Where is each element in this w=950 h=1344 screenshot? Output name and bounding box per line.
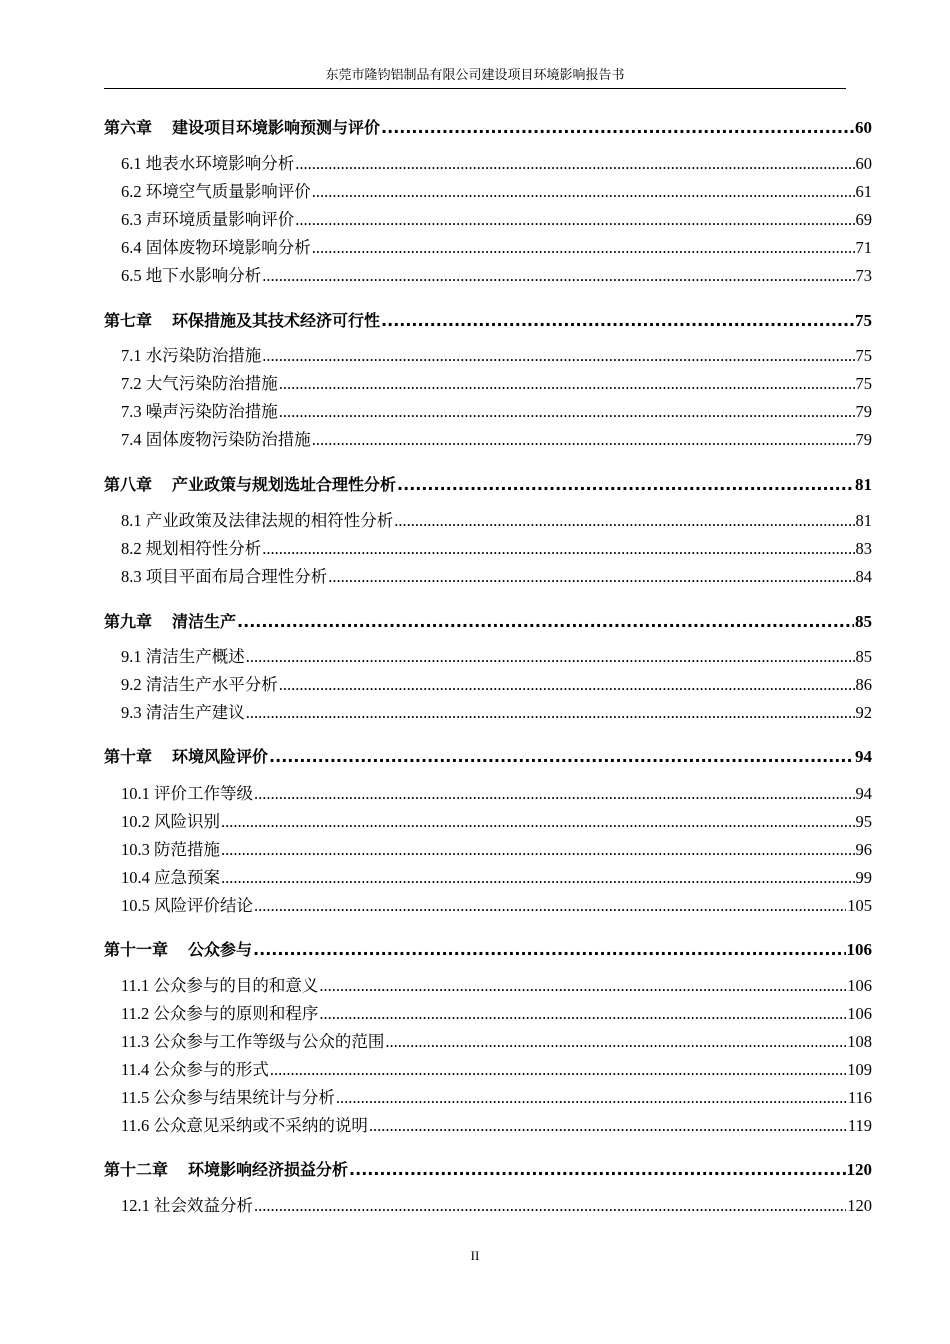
toc-chapter-entry[interactable]	[104, 473, 872, 497]
toc-page-number: 106	[847, 976, 872, 995]
toc-section-entry[interactable]	[104, 1114, 872, 1138]
toc-leader-dots	[295, 208, 854, 232]
toc-section-title: 8.1 产业政策及法律法规的相符性分析	[121, 511, 394, 530]
toc-leader-dots	[381, 116, 854, 140]
toc-section-entry[interactable]	[104, 400, 872, 424]
toc-section-entry[interactable]	[104, 974, 872, 998]
toc-section-entry[interactable]	[104, 537, 872, 561]
toc-section-title: 10.1 评价工作等级	[121, 784, 253, 803]
toc-leader-dots	[237, 610, 854, 634]
toc-page-number: 108	[847, 1032, 872, 1051]
toc-section-title: 9.1 清洁生产概述	[121, 647, 245, 666]
toc-chapter-entry[interactable]	[104, 745, 872, 769]
toc-section-title: 9.2 清洁生产水平分析	[121, 675, 278, 694]
toc-section-entry[interactable]	[104, 701, 872, 725]
toc-section-entry[interactable]	[104, 152, 872, 176]
toc-page-number: 85	[855, 612, 872, 631]
toc-page-number: 120	[847, 1196, 872, 1215]
toc-leader-dots	[336, 1086, 847, 1110]
toc-leader-dots	[270, 1058, 846, 1082]
toc-section-entry[interactable]	[104, 1030, 872, 1054]
toc-chapter-entry[interactable]	[104, 309, 872, 333]
toc-chapter-title	[104, 1158, 348, 1182]
toc-chapter-label: 第十一章	[104, 940, 169, 959]
toc-page-number: 105	[847, 896, 872, 915]
toc-chapter-entry[interactable]	[104, 610, 872, 634]
toc-section-title: 7.2 大气污染防治措施	[121, 374, 278, 393]
toc-page-number: 109	[847, 1060, 872, 1079]
page-footer	[0, 1248, 950, 1264]
toc-chapter-label: 第十二章	[104, 1160, 169, 1179]
toc-leader-dots	[381, 309, 854, 333]
toc-section-title: 6.1 地表水环境影响分析	[121, 154, 295, 173]
toc-section-title: 10.4 应急预案	[121, 868, 220, 887]
toc-chapter-label: 第九章	[104, 612, 153, 631]
toc-page-number: 116	[847, 1088, 872, 1107]
toc-section-entry[interactable]	[104, 1058, 872, 1082]
toc-leader-dots	[269, 745, 854, 769]
toc-section-entry[interactable]	[104, 428, 872, 452]
toc-page-number: 84	[855, 567, 872, 586]
document-header	[104, 66, 846, 89]
toc-leader-dots	[279, 400, 855, 424]
document-header-title: 东莞市隆钧铝制品有限公司建设项目环境影响报告书	[325, 68, 625, 83]
toc-page-number: 106	[846, 940, 872, 959]
toc-page-number: 75	[855, 346, 872, 365]
toc-page-number: 94	[855, 747, 872, 766]
toc-chapter-title	[104, 473, 396, 497]
toc-page-number: 96	[855, 840, 872, 859]
toc-chapter-label: 第七章	[104, 311, 153, 330]
toc-page-number: 75	[855, 374, 872, 393]
toc-page-number: 75	[855, 311, 872, 330]
toc-leader-dots	[295, 152, 854, 176]
toc-leader-dots	[254, 782, 855, 806]
toc-chapter-entry[interactable]	[104, 116, 872, 140]
toc-leader-dots	[254, 1194, 846, 1218]
toc-leader-dots	[262, 537, 854, 561]
toc-leader-dots	[246, 701, 855, 725]
toc-leader-dots	[221, 866, 855, 890]
toc-page-number: 85	[855, 647, 872, 666]
toc-chapter-name: 产业政策与规划选址合理性分析	[172, 475, 397, 494]
toc-section-entry[interactable]	[104, 645, 872, 669]
toc-leader-dots	[312, 180, 855, 204]
toc-section-title: 6.5 地下水影响分析	[121, 266, 262, 285]
toc-section-title: 12.1 社会效益分析	[121, 1196, 253, 1215]
toc-page-number: 61	[855, 182, 872, 201]
toc-leader-dots	[369, 1114, 847, 1138]
toc-leader-dots	[254, 894, 846, 918]
toc-chapter-name: 环保措施及其技术经济可行性	[172, 311, 381, 330]
toc-section-entry[interactable]	[104, 1086, 872, 1110]
toc-page-number: 94	[855, 784, 872, 803]
toc-page-number: 106	[847, 1004, 872, 1023]
toc-leader-dots	[319, 1002, 846, 1026]
toc-chapter-entry[interactable]	[104, 1158, 872, 1182]
toc-section-title: 6.2 环境空气质量影响评价	[121, 182, 311, 201]
toc-section-title: 6.4 固体废物环境影响分析	[121, 238, 311, 257]
toc-page-number: 99	[855, 868, 872, 887]
toc-chapter-name: 公众参与	[188, 940, 253, 959]
toc-chapter-name: 清洁生产	[172, 612, 237, 631]
toc-section-entry[interactable]	[104, 1194, 872, 1218]
toc-section-entry[interactable]	[104, 344, 872, 368]
toc-page-number: 95	[855, 812, 872, 831]
toc-leader-dots	[221, 810, 855, 834]
toc-section-entry[interactable]	[104, 894, 872, 918]
toc-section-entry[interactable]	[104, 782, 872, 806]
toc-chapter-label: 第十章	[104, 747, 153, 766]
toc-chapter-label: 第六章	[104, 118, 153, 137]
toc-section-entry[interactable]	[104, 236, 872, 260]
toc-chapter-name: 建设项目环境影响预测与评价	[172, 118, 381, 137]
toc-leader-dots	[279, 372, 855, 396]
toc-leader-dots	[312, 236, 855, 260]
toc-section-entry[interactable]	[104, 180, 872, 204]
toc-section-entry[interactable]	[104, 838, 872, 862]
toc-chapter-title	[104, 745, 268, 769]
toc-chapter-title	[104, 610, 236, 634]
toc-page-number: 79	[855, 402, 872, 421]
toc-section-title: 8.3 项目平面布局合理性分析	[121, 567, 328, 586]
toc-leader-dots	[394, 509, 854, 533]
toc-section-entry[interactable]	[104, 208, 872, 232]
toc-chapter-entry[interactable]	[104, 938, 872, 962]
toc-leader-dots	[246, 645, 855, 669]
toc-chapter-title	[104, 938, 252, 962]
toc-page-number: 79	[855, 430, 872, 449]
toc-section-title: 11.1 公众参与的目的和意义	[121, 976, 319, 995]
toc-leader-dots	[279, 673, 855, 697]
toc-page-number: 120	[846, 1160, 872, 1179]
toc-leader-dots	[349, 1158, 845, 1182]
toc-section-title: 11.2 公众参与的原则和程序	[121, 1004, 319, 1023]
toc-page-number: 71	[855, 238, 872, 257]
toc-page-number: 81	[855, 511, 872, 530]
toc-section-title: 8.2 规划相符性分析	[121, 539, 262, 558]
toc-section-entry[interactable]	[104, 1002, 872, 1026]
toc-chapter-name: 环境风险评价	[172, 747, 269, 766]
toc-section-title: 11.6 公众意见采纳或不采纳的说明	[121, 1116, 368, 1135]
toc-page-number: 73	[855, 266, 872, 285]
toc-leader-dots	[221, 838, 855, 862]
toc-chapter-title	[104, 116, 380, 140]
toc-chapter-title	[104, 309, 380, 333]
toc-leader-dots	[262, 344, 854, 368]
toc-page-number: 60	[855, 118, 872, 137]
toc-section-title: 11.4 公众参与的形式	[121, 1060, 269, 1079]
toc-section-entry[interactable]	[104, 264, 872, 288]
toc-section-entry[interactable]	[104, 509, 872, 533]
toc-leader-dots	[253, 938, 845, 962]
toc-page-number: 69	[855, 210, 872, 229]
toc-section-entry[interactable]	[104, 810, 872, 834]
toc-section-title: 9.3 清洁生产建议	[121, 703, 245, 722]
toc-page-number: 86	[855, 675, 872, 694]
toc-page-number: 92	[855, 703, 872, 722]
toc-section-title: 10.5 风险评价结论	[121, 896, 253, 915]
toc-section-entry[interactable]	[104, 372, 872, 396]
toc-section-title: 11.3 公众参与工作等级与公众的范围	[121, 1032, 385, 1051]
page-number: II	[470, 1248, 480, 1263]
toc-section-title: 10.2 风险识别	[121, 812, 220, 831]
toc-leader-dots	[397, 473, 854, 497]
toc-leader-dots	[319, 974, 846, 998]
toc-chapter-label: 第八章	[104, 475, 153, 494]
toc-section-title: 11.5 公众参与结果统计与分析	[121, 1088, 335, 1107]
toc-page-number: 83	[855, 539, 872, 558]
toc-page-number: 60	[855, 154, 872, 173]
toc-leader-dots	[385, 1030, 846, 1054]
toc-leader-dots	[328, 565, 854, 589]
toc-page-number: 119	[847, 1116, 872, 1135]
toc-page-number: 81	[855, 475, 872, 494]
toc-leader-dots	[312, 428, 855, 452]
toc-section-entry[interactable]	[104, 673, 872, 697]
toc-section-title: 10.3 防范措施	[121, 840, 220, 859]
toc-chapter-name: 环境影响经济损益分析	[188, 1160, 349, 1179]
toc-leader-dots	[262, 264, 854, 288]
toc-section-entry[interactable]	[104, 565, 872, 589]
toc-section-title: 7.4 固体废物污染防治措施	[121, 430, 311, 449]
toc-section-title: 7.1 水污染防治措施	[121, 346, 262, 365]
toc-section-title: 7.3 噪声污染防治措施	[121, 402, 278, 421]
toc-section-title: 6.3 声环境质量影响评价	[121, 210, 295, 229]
toc-section-entry[interactable]	[104, 866, 872, 890]
